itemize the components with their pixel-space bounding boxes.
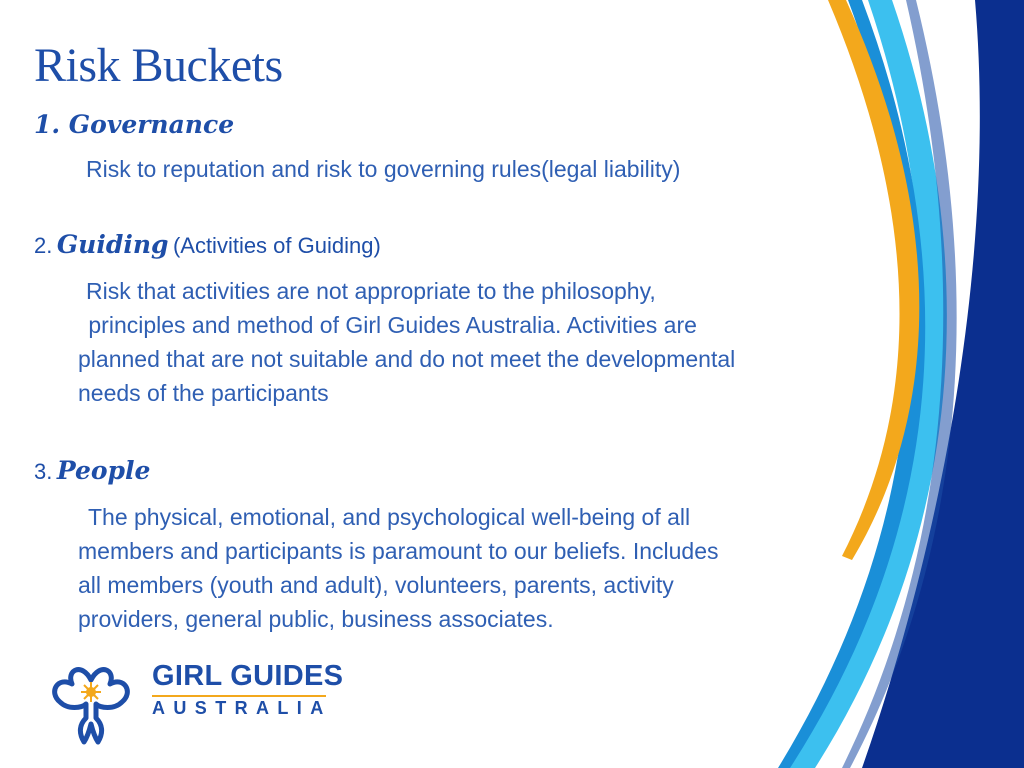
section-3-body — [78, 500, 719, 636]
section-number: 3. — [34, 459, 53, 484]
section-3-title: People — [56, 456, 151, 485]
logo-text-australia: AUSTRALIA — [152, 698, 332, 718]
logo-text-girl-guides: GIRL GUIDES — [152, 660, 344, 692]
section-2-heading — [34, 230, 381, 259]
trefoil-icon — [48, 658, 134, 746]
section-2-body — [78, 274, 735, 410]
section-number: 2. — [34, 233, 53, 258]
section-2-subtitle: (Activities of Guiding) — [172, 233, 381, 258]
body-line: all members (youth and adult), volunteers, parents, activity — [78, 572, 674, 598]
section-1-body — [86, 152, 680, 186]
body-line: providers, general public, business associates. — [78, 606, 554, 632]
section-1-heading: 1. Governance — [34, 110, 235, 139]
slide-title: Risk Buckets — [34, 39, 283, 92]
body-line: needs of the participants — [78, 380, 329, 406]
section-3-heading — [34, 456, 150, 485]
girl-guides-australia-logo — [48, 658, 344, 748]
body-line: members and participants is paramount to our beliefs. Includes — [78, 538, 719, 564]
body-line: The physical, emotional, and psychological well-being of all — [82, 504, 691, 530]
body-line: Risk that activities are not appropriate to the philosophy, — [86, 278, 656, 304]
body-line: Risk to reputation and risk to governing rules(legal liability) — [86, 156, 681, 182]
logo-divider — [152, 695, 326, 697]
body-line: planned that are not suitable and do not meet the developmental — [78, 346, 736, 372]
body-line: principles and method of Girl Guides Australia. Activities are — [82, 312, 697, 338]
section-2-title: Guiding — [56, 230, 169, 259]
